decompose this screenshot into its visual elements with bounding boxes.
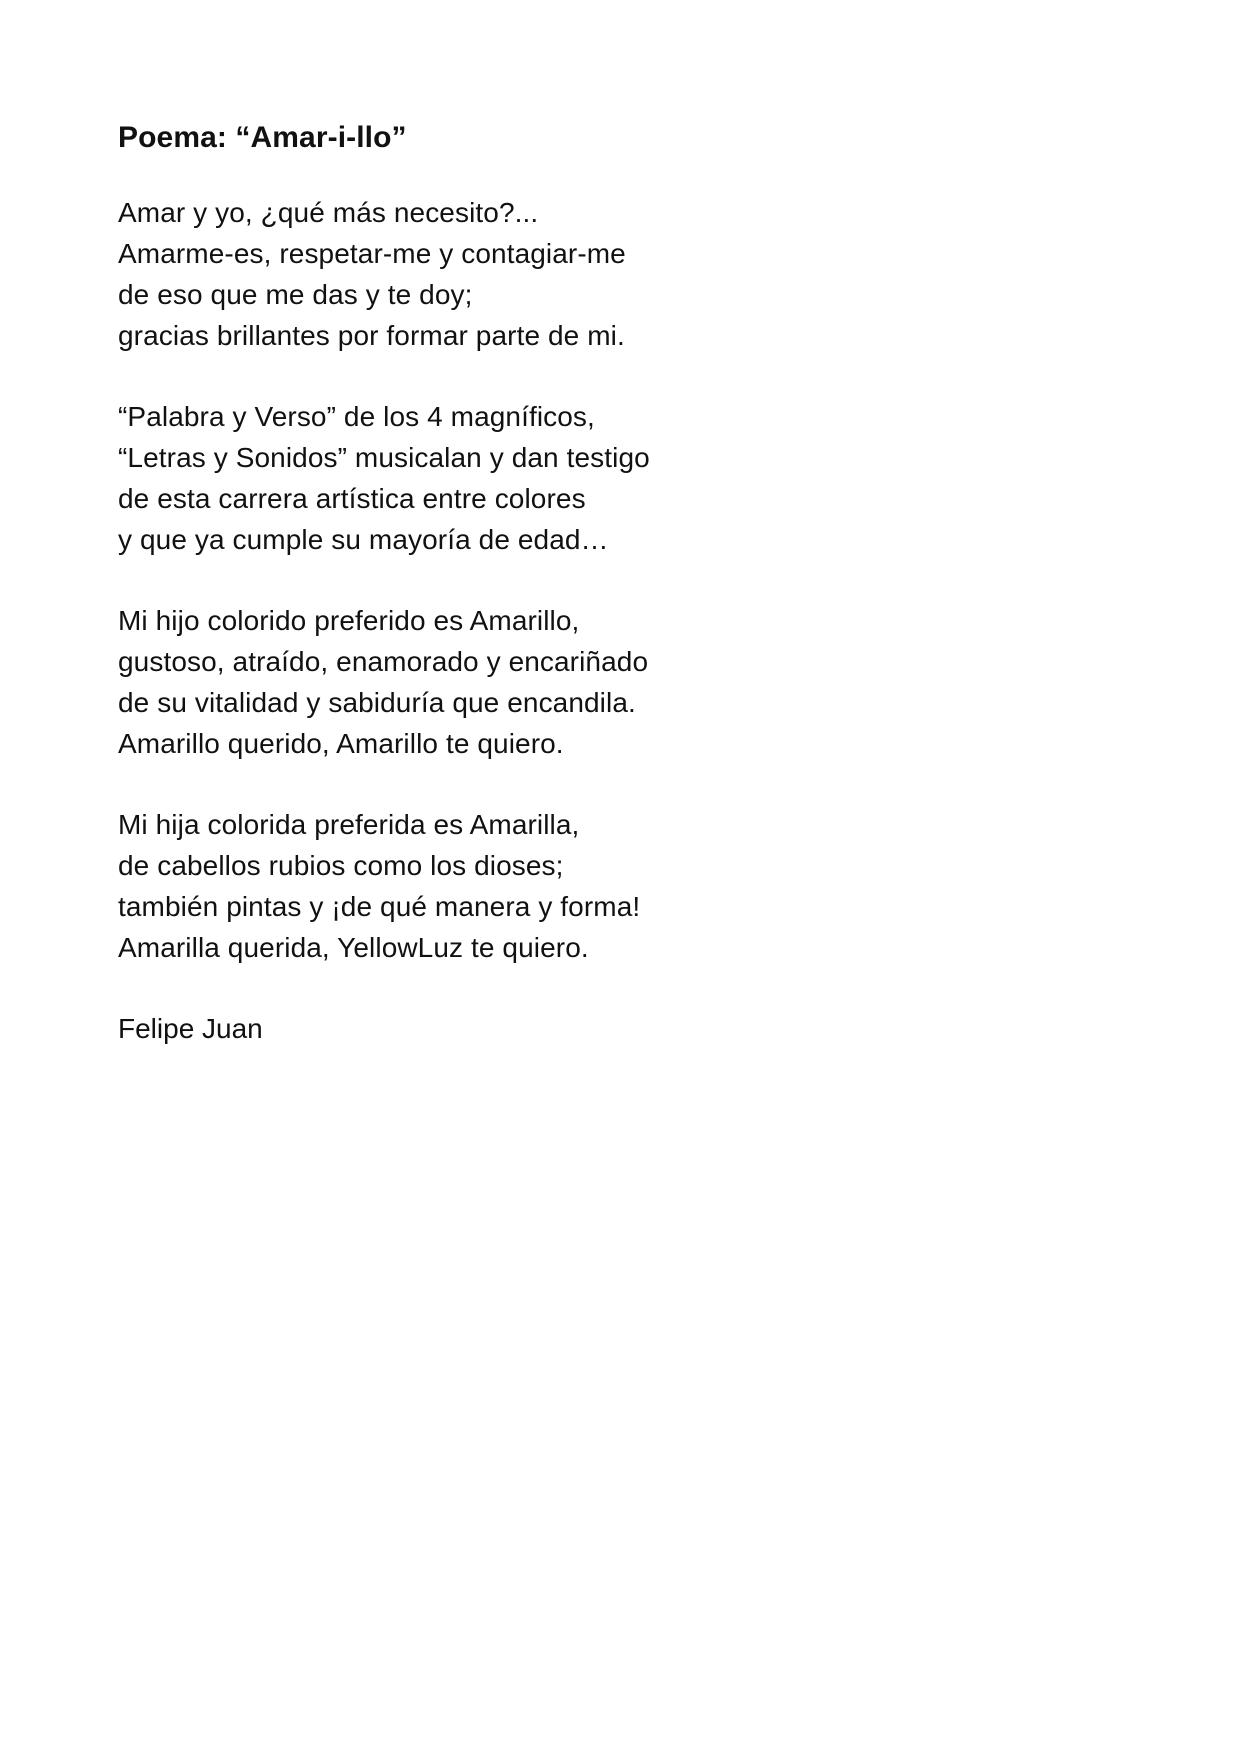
poem-line: Amarillo querido, Amarillo te quiero.	[118, 728, 564, 759]
poem-title: Poema: “Amar-i-llo”	[118, 121, 407, 154]
poem-line: “Letras y Sonidos” musicalan y dan testigo	[118, 442, 650, 473]
stanza-2	[118, 396, 1118, 560]
poem-line: “Palabra y Verso” de los 4 magníficos,	[118, 401, 595, 432]
stanza-4	[118, 804, 1118, 968]
poem-line: y que ya cumple su mayoría de edad…	[118, 524, 609, 555]
stanza-1	[118, 192, 1118, 356]
author-signature: Felipe Juan	[118, 1013, 263, 1044]
poem-line: Amarilla querida, YellowLuz te quiero.	[118, 932, 589, 963]
poem-line: Mi hijo colorido preferido es Amarillo,	[118, 605, 580, 636]
poem-line: gracias brillantes por formar parte de mi.	[118, 320, 625, 351]
poem-line: Amar y yo, ¿qué más necesito?...	[118, 197, 539, 228]
poem-line: gustoso, atraído, enamorado y encariñado	[118, 646, 649, 677]
poem-line: de esta carrera artística entre colores	[118, 483, 586, 514]
poem-body	[118, 118, 1118, 1049]
poem-line: de eso que me das y te doy;	[118, 279, 473, 310]
poem-line: de cabellos rubios como los dioses;	[118, 850, 564, 881]
poem-line: Mi hija colorida preferida es Amarilla,	[118, 809, 580, 840]
stanza-3	[118, 600, 1118, 764]
poem-line: Amarme-es, respetar-me y contagiar-me	[118, 238, 626, 269]
poem-line: de su vitalidad y sabiduría que encandila.	[118, 687, 636, 718]
poem-line: también pintas y ¡de qué manera y forma!	[118, 891, 641, 922]
